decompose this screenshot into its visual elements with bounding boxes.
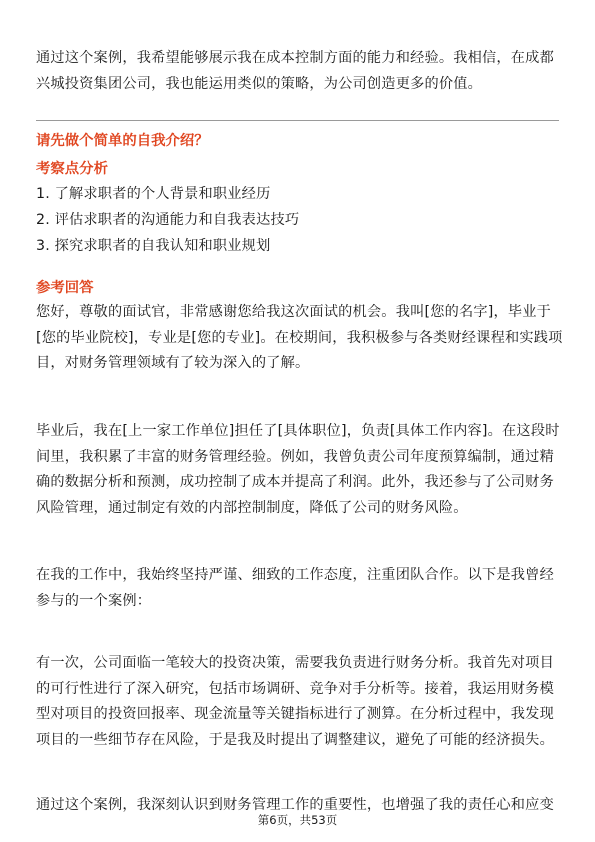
text-line: 型对项目的投资回报率、现金流量等关键指标进行了测算。在分析过程中，我发现 bbox=[36, 706, 554, 722]
text-line: 目，对财务管理领域有了较为深入的了解。 bbox=[36, 355, 310, 371]
text-line: 兴城投资集团公司，我也能运用类似的策略，为公司创造更多的价值。 bbox=[36, 75, 483, 92]
intro-paragraph bbox=[36, 46, 556, 97]
list-item: 1. 了解求职者的个人背景和职业经历 bbox=[36, 186, 271, 202]
text-line: 项目的一些细节存在风险，于是我及时提出了调整建议，避免了可能的经济损失。 bbox=[36, 731, 554, 748]
text-line: 毕业后，我在[上一家工作单位]担任了[具体职位]，负责[具体工作内容]。在这段时 bbox=[36, 423, 560, 439]
text-line: 您好，尊敬的面试官，非常感谢您给我这次面试的机会。我叫[您的名字]，毕业于 bbox=[36, 304, 552, 320]
page-number: 第6页，共53页 bbox=[257, 813, 338, 827]
text-line: 风险管理，通过制定有效的内部控制制度，降低了公司的财务风险。 bbox=[36, 499, 468, 516]
question-heading: 请先做个简单的自我介绍？ bbox=[36, 133, 209, 149]
text-line: 通过这个案例，我希望能够展示我在成本控制方面的能力和经验。我相信，在成都 bbox=[36, 50, 554, 66]
text-line: 确的数据分析和预测，成功控制了成本并提高了利润。此外，我还参与了公司财务 bbox=[36, 474, 554, 490]
text-line: 的可行性进行了深入研究，包括市场调研、竞争对手分析等。接着，我运用财务模 bbox=[36, 680, 554, 697]
answer-heading: 参考回答 bbox=[36, 280, 94, 296]
text-line: 有一次，公司面临一笔较大的投资决策，需要我负责进行财务分析。我首先对项目 bbox=[36, 655, 554, 671]
answer-paragraph bbox=[36, 563, 556, 614]
list-item: 3. 探究求职者的自我认知和职业规划 bbox=[36, 238, 271, 254]
answer-paragraph bbox=[36, 300, 563, 377]
text-line: [您的毕业院校]，专业是[您的专业]。在校期间，我积极参与各类财经课程和实践项 bbox=[36, 329, 563, 346]
analysis-list bbox=[36, 181, 299, 259]
answer-paragraph bbox=[36, 419, 560, 521]
text-line: 通过这个案例，我深刻认识到财务管理工作的重要性，也增强了我的责任心和应变 bbox=[36, 797, 554, 813]
text-line: 间里，我积累了丰富的财务管理经验。例如，我曾负责公司年度预算编制，通过精 bbox=[36, 448, 554, 465]
section-divider bbox=[36, 120, 559, 121]
text-line: 参与的一个案例： bbox=[36, 592, 152, 609]
list-item: 2. 评估求职者的沟通能力和自我表达技巧 bbox=[36, 212, 300, 228]
text-line: 在我的工作中，我始终坚持严谨、细致的工作态度，注重团队合作。以下是我曾经 bbox=[36, 567, 554, 583]
analysis-heading: 考察点分析 bbox=[36, 161, 108, 177]
answer-paragraph bbox=[36, 651, 556, 753]
